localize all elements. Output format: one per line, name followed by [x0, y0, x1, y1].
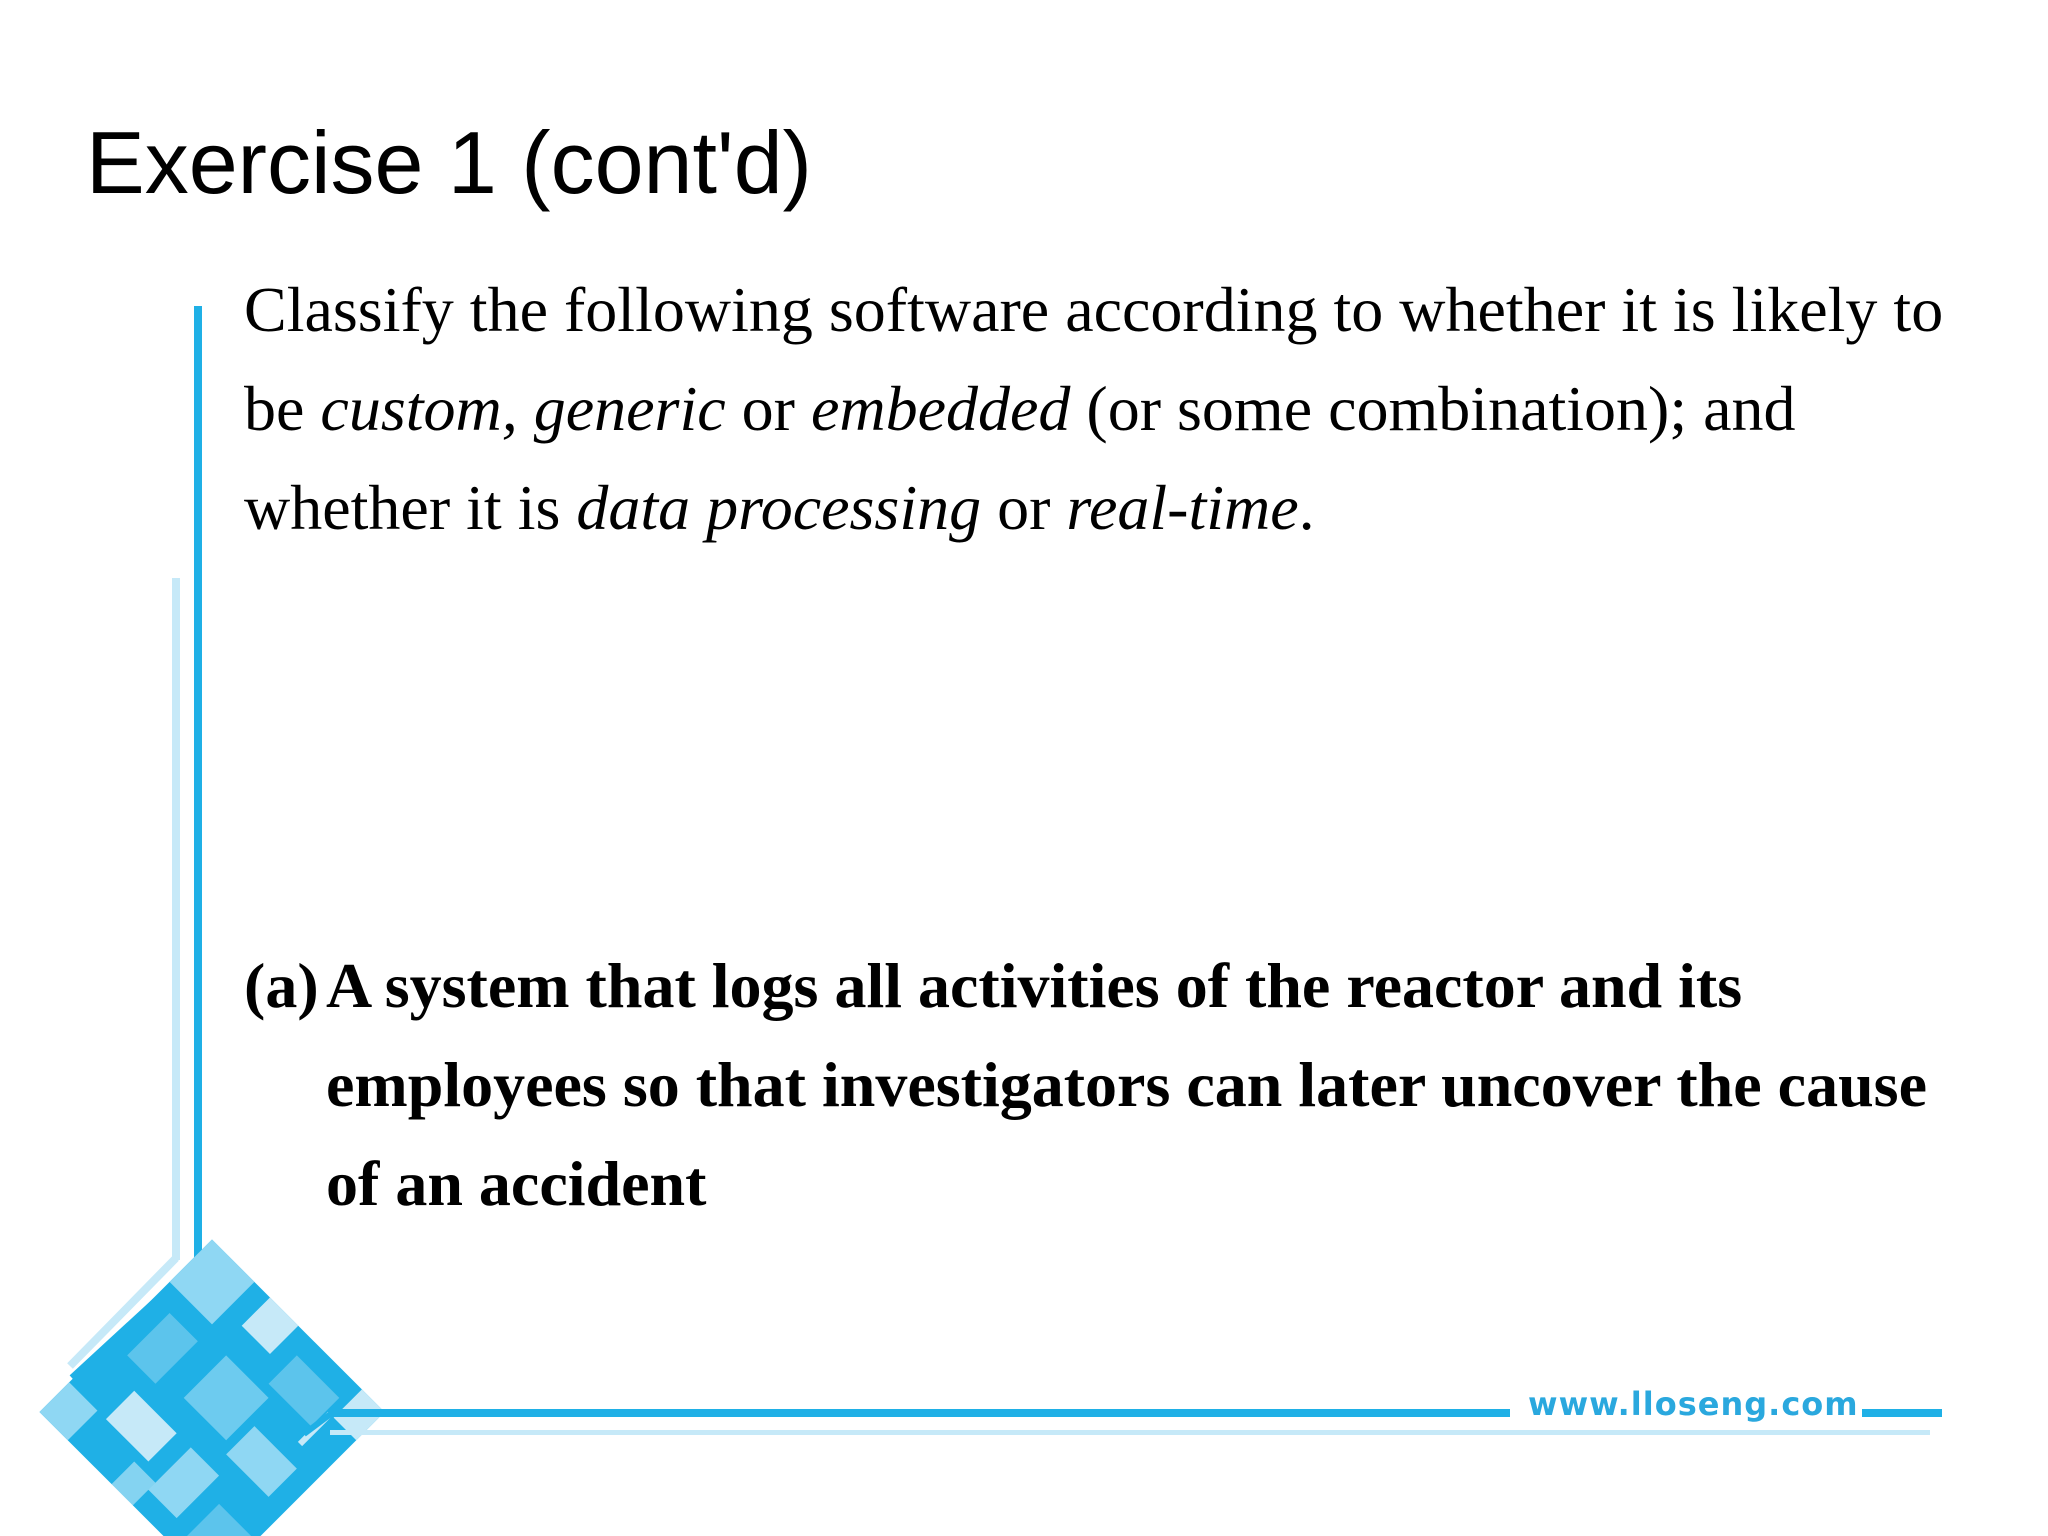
intro-text-part1: Classify the following software according to whether it is likely to be [244, 274, 1944, 444]
accent-vertical-bar [194, 306, 202, 1264]
term-real-time: real-time [1066, 472, 1299, 543]
item-text: A system that logs all activities of the reactor and its employees so that investigators can later uncover the cause of an accident [326, 950, 1927, 1219]
term-generic: generic [533, 373, 726, 444]
exercise-item-a [244, 936, 1986, 1233]
term-data-processing: data processing [576, 472, 982, 543]
item-label: (a) [244, 950, 319, 1021]
footer-light-line [330, 1430, 1930, 1435]
slide-title: Exercise 1 (cont'd) [86, 113, 812, 212]
intro-text-part5: . [1298, 472, 1315, 543]
intro-text-part2: or [725, 373, 811, 444]
intro-text-part4: or [981, 472, 1067, 543]
light-vertical-bar [172, 578, 180, 1260]
footer-accent-line-end [1862, 1409, 1942, 1417]
footer-url[interactable]: www.lloseng.com [1528, 1385, 1859, 1423]
intro-text-part3: (or some combination); and whether it is [244, 373, 1796, 543]
term-embedded: embedded [810, 373, 1071, 444]
term-custom: custom, [320, 373, 534, 444]
footer-accent-line [330, 1409, 1510, 1417]
intro-paragraph [244, 260, 1974, 557]
diamond-tile-logo [39, 1239, 384, 1536]
